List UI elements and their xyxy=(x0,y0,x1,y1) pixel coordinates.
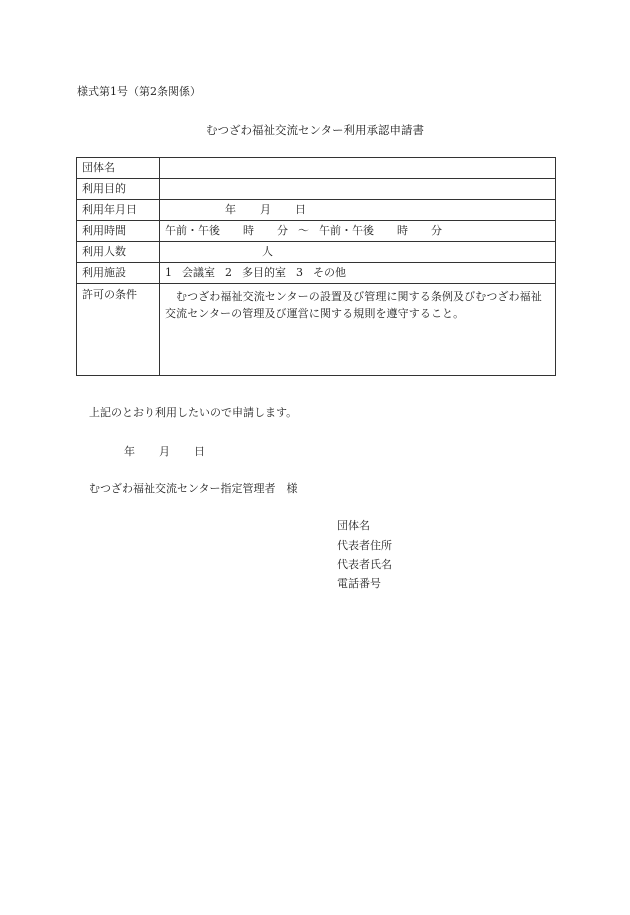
group-name-label: 団体名 xyxy=(77,158,160,179)
row-conditions xyxy=(77,284,556,376)
application-date-month: 月 xyxy=(159,445,170,458)
application-statement: 上記のとおり利用したいので申請します。 xyxy=(89,406,298,419)
date-month: 月 xyxy=(260,203,271,217)
purpose-field[interactable] xyxy=(160,179,556,200)
time-ampm-end: 午前・午後 xyxy=(319,224,374,238)
purpose-label: 利用目的 xyxy=(77,179,160,200)
people-label: 利用人数 xyxy=(77,242,160,263)
time-field[interactable] xyxy=(160,221,556,242)
facility-1-number: 1 xyxy=(165,266,172,280)
signature-phone: 電話番号 xyxy=(337,577,381,590)
row-time xyxy=(77,221,556,242)
row-group-name xyxy=(77,158,556,179)
date-label: 利用年月日 xyxy=(77,200,160,221)
date-field[interactable] xyxy=(160,200,556,221)
facility-2-number: 2 xyxy=(225,266,232,280)
facility-field[interactable] xyxy=(160,263,556,284)
people-field[interactable] xyxy=(160,242,556,263)
group-name-field[interactable] xyxy=(160,158,556,179)
time-minute-end: 分 xyxy=(431,224,442,238)
date-year: 年 xyxy=(225,203,236,217)
document-title: むつざわ福祉交流センター利用承認申請書 xyxy=(205,123,425,137)
time-hour-start: 時 xyxy=(243,224,254,238)
facility-label: 利用施設 xyxy=(77,263,160,284)
addressee: むつざわ福祉交流センター指定管理者 様 xyxy=(89,482,298,495)
row-purpose xyxy=(77,179,556,200)
facility-3-number: 3 xyxy=(296,266,303,280)
application-date-year: 年 xyxy=(124,445,135,458)
conditions-cell xyxy=(160,284,556,376)
row-people xyxy=(77,242,556,263)
application-table xyxy=(76,157,556,376)
time-tilde: ～ xyxy=(298,224,309,238)
signature-representative-address: 代表者住所 xyxy=(337,539,392,552)
date-day: 日 xyxy=(295,203,306,217)
time-ampm-start: 午前・午後 xyxy=(165,224,220,238)
time-label: 利用時間 xyxy=(77,221,160,242)
signature-group-name: 団体名 xyxy=(337,519,370,532)
conditions-text: むつざわ福祉交流センターの設置及び管理に関する条例及びむつざわ福祉交流センターの管理及び運営に関する規則を遵守すること。 xyxy=(165,290,542,320)
facility-2-name[interactable]: 多目的室 xyxy=(242,266,286,280)
application-date[interactable] xyxy=(124,446,205,457)
time-minute-start: 分 xyxy=(277,224,288,238)
row-facility xyxy=(77,263,556,284)
facility-1-name[interactable]: 会議室 xyxy=(182,266,215,280)
conditions-label: 許可の条件 xyxy=(77,284,160,376)
facility-3-name[interactable]: その他 xyxy=(313,266,346,280)
application-date-day: 日 xyxy=(194,445,205,458)
row-date xyxy=(77,200,556,221)
time-hour-end: 時 xyxy=(397,224,408,238)
form-number: 様式第1号（第2条関係） xyxy=(77,85,201,98)
signature-representative-name: 代表者氏名 xyxy=(337,558,392,571)
people-unit: 人 xyxy=(262,245,273,259)
